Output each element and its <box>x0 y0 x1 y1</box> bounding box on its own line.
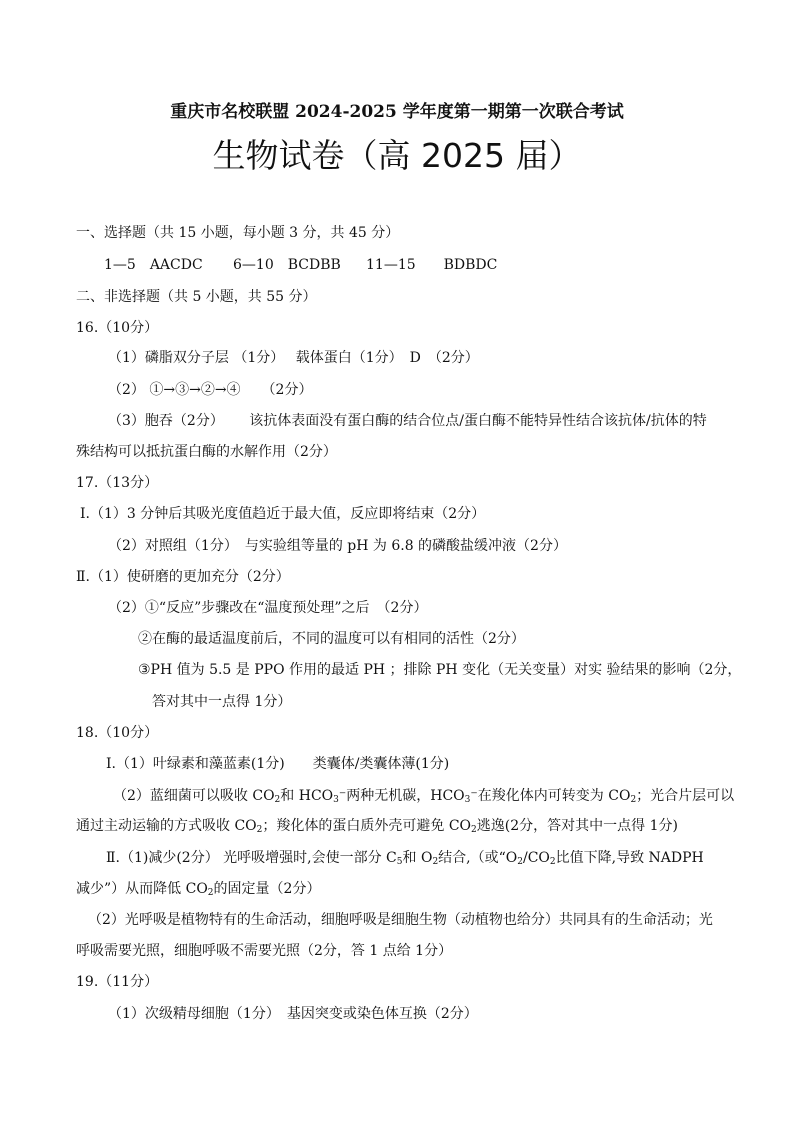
subject-title: 生物试卷（高 2025 届） <box>212 136 582 175</box>
q18-line: （2）蓝细菌可以吸收 $CO_2$和 $HCO_3^-$两种无机碳，$HCO_3^-$在羧化体内可转变为 $CO_2$；光合片层可以 <box>113 788 735 805</box>
q18-line: Ⅰ.（1）叶绿素和藻蓝素(1分) 类囊体/类囊体薄(1分) <box>106 756 450 772</box>
q17-line: （2）对照组（1分） 与实验组等量的 pH 为 6.8 的磷酸盐缓冲液（2分） <box>108 538 567 554</box>
answer-group-2: 6—10 BCDBB <box>233 257 341 273</box>
q16-line: 殊结构可以抵抗蛋白酶的水解作用（2分） <box>76 444 337 460</box>
q16-line: （3）胞吞（2分） 该抗体表面没有蛋白酶的结合位点/蛋白酶不能特异性结合该抗体/抗体的特 <box>108 413 707 429</box>
exam-title: 重庆市名校联盟 2024-2025 学年度第一期第一次联合考试 <box>170 102 624 122</box>
q16-heading: 16.（10分） <box>76 320 159 336</box>
answer-group-3: 11—15 BDBDC <box>366 257 498 273</box>
q19-line: （1）次级精母细胞（1分） 基因突变或染色体互换（2分） <box>108 1006 478 1022</box>
q17-heading: 17.（13分） <box>76 475 159 491</box>
q18-line: （2）光呼吸是植物特有的生命活动，细胞呼吸是细胞生物（动植物也给分）共同具有的生命活动；光 <box>88 912 713 928</box>
q17-line: ③PH 值为 5.5 是 PPO 作用的最适 PH ；排除 PH 变化（无关变量）对实 验结果的影响（2分， <box>138 662 742 678</box>
q16-line: （2） ①→③→②→④ （2分） <box>108 382 313 398</box>
q17-line: Ⅰ.（1）3 分钟后其吸光度值趋近于最大值，反应即将结束（2分） <box>80 506 486 522</box>
q17-line: Ⅱ.（1）使研磨的更加充分（2分） <box>76 569 290 585</box>
section-heading-choice: 一、选择题（共 15 小题，每小题 3 分，共 45 分） <box>76 225 400 241</box>
q18-line: 减少”）从而降低 $CO_2$的固定量（2分） <box>76 881 321 898</box>
section-heading-nonchoice: 二、非选择题（共 5 小题，共 55 分） <box>76 289 317 305</box>
q18-line: Ⅱ.（1)减少(2分） 光呼吸增强时,会使一部分 $C_5$和 $O_2$结合,（或“$O_2/CO_2$比值下降,导致 NADPH <box>106 850 704 867</box>
q16-line: （1）磷脂双分子层 （1分） 载体蛋白（1分） D （2分） <box>108 350 479 366</box>
answer-group-1: 1—5 AACDC <box>104 257 203 273</box>
q17-line: （2）①“反应”步骤改在“温度预处理”之后 （2分） <box>108 600 428 616</box>
q18-heading: 18.（10分） <box>76 725 159 741</box>
q18-line: 通过主动运输的方式吸收 $CO_2$；羧化体的蛋白质外壳可避免 $CO_2$逃逸(2分，答对其中一点得 1分) <box>76 818 678 835</box>
q18-line: 呼吸需要光照，细胞呼吸不需要光照（2分，答 1 点给 1分） <box>76 943 453 959</box>
q19-heading: 19.（11分） <box>76 974 159 990</box>
q17-line: 答对其中一点得 1分） <box>152 694 292 710</box>
q17-line: ②在酶的最适温度前后，不同的温度可以有相同的活性（2分） <box>138 631 525 647</box>
